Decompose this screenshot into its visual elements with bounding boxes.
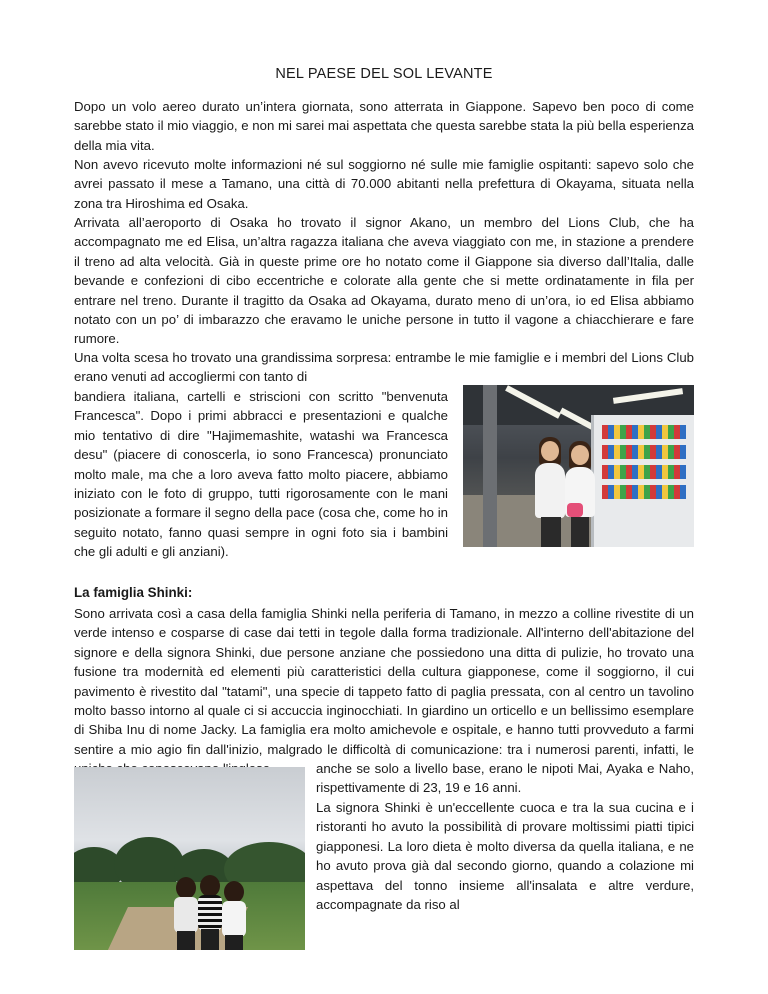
paragraph-shinki-home: Sono arrivata così a casa della famiglia Shinki nella periferia di Tamano, in mezzo a colline rivestite di un verde intenso e cosparse di case dai tetti in tegole dalla forma tradizionale. All'interno dell'abitazione del signore e della signora Shinki, due persone anziane che possiedono una ditta di pulizie, ho trovato una fusione tra modernità ed elementi più caratteristici della cultura giapponese, come il soggiorno, il cui pavimento è rivestito dal "tatami", una specie di tappeto fatto di paglia pressata, con al centro un tavolino molto basso intorno al quale ci si accuccia inginocchiati. In giardino un orticello e un bellissimo esemplare di Shiba Inu di nome Jacky. La famiglia era molto amichevole e ospitale, e hanno tutti provveduto a farmi sentire a mio agio fin dall'inizio, malgrado le difficoltà di comunicazione: tra i numerosi parenti, infatti, le <box>74 606 694 757</box>
park-photo <box>74 767 305 950</box>
paragraph-arrival: Dopo un volo aereo durato un’intera giornata, sono atterrata in Giappone. Sapevo ben poco di come sarebbe stato il mio viaggio, e non mi sarei mai aspettata che questa sarebbe stata la più bella esperienza della mia vita. <box>74 99 694 153</box>
paragraph-nieces: anche se solo a livello base, erano le nipoti Mai, Ayaka e Naho, rispettivamente di 23, 19 e 16 anni. <box>316 761 694 796</box>
paragraph-info: Non avevo ricevuto molte informazioni né sul soggiorno né sulle mie famiglie ospitanti: sapevo solo che avrei passato il mese a Tamano, una città di 70.000 abitanti nella prefettura di Okayama, situata nella zona tra Hiroshima ed Osaka. <box>74 157 694 211</box>
paragraph-cuisine: La signora Shinki è un'eccellente cuoca e tra la sua cucina e i ristoranti ho avuto la possibilità di provare moltissimi piatti tipici giapponesi. La loro dieta è molto diversa da quella italiana, e ne ho avuto prova già dal secondo giorno, quando a colazione mi aspettava del tonno insieme all'insalata e altre verdure, accompagnate da riso al <box>316 800 694 913</box>
page-title: NEL PAESE DEL SOL LEVANTE <box>275 66 493 82</box>
paragraph-surprise: Una volta scesa ho trovato una grandissima sorpresa: entrambe le mie famiglie e i membri del Lions Club erano venuti ad accogliermi con tanto di <box>74 350 694 385</box>
station-photo <box>463 385 694 547</box>
section-heading-shinki: La famiglia Shinki: <box>74 585 193 600</box>
paragraph-welcome: bandiera italiana, cartelli e striscioni con scritto "benvenuta Francesca". Dopo i primi abbracci e presentazioni e qualche mio tentativo di dire "Hajimemashite, watashi wa Francesca desu" (piacere di conoscerla, io sono Francesca) pronunciato molto male, ma che a loro aveva fatto molto piacere, abbiamo iniziato con le foto di gruppo, tutti rigorosamente con le mani posizionate a formare il segno della pace (cosa che, come ho in seguito notato, fanno quasi sempre in ogni foto sia i bambini che gli adulti e gli anziani). <box>74 389 448 560</box>
paragraph-airport: Arrivata all’aeroporto di Osaka ho trovato il signor Akano, un membro del Lions Club, che ha accompagnato me ed Elisa, un’altra ragazza italiana che aveva viaggiato con me, in stazione a prendere il treno ad alta velocità. Già in queste prime ore ho notato come il Giappone sia diverso dall’Italia, dalle bevande e confezioni di cibo eccentriche e colorate alla gente che si mette ordinatamente in fila per entrare nel treno. Durante il tragitto da Osaka ad Okayama, durato meno di un’ora, io ed Elisa abbiamo notato con un po’ di imbarazzo che eravamo le uniche persone in tutto il vagone a chiacchierare e fare rumore. <box>74 215 694 347</box>
